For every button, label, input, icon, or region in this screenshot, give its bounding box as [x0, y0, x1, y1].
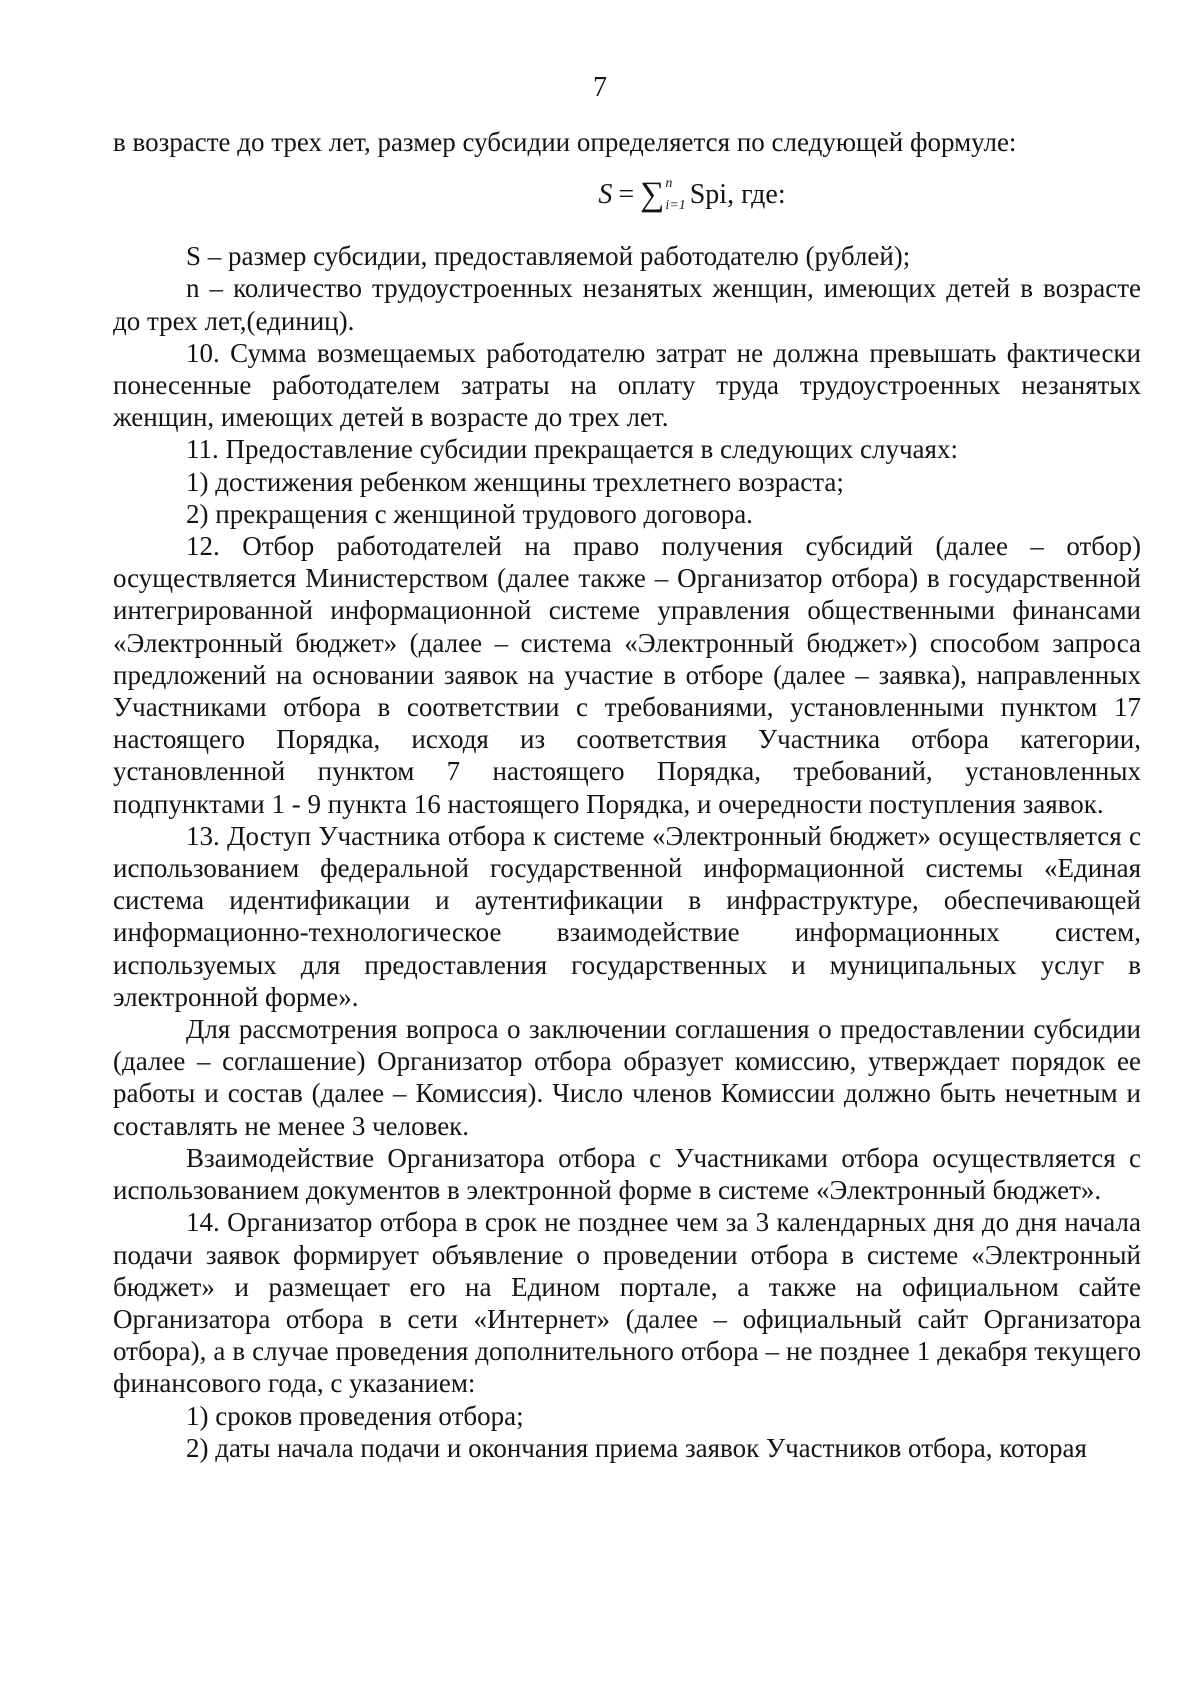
document-body	[113, 126, 1141, 1464]
clause-11-item-2: 2) прекращения с женщиной трудового договора.	[186, 498, 753, 529]
definition-n: n – количество трудоустроенных незанятых женщин, имеющих детей в возрасте до трех лет,(единиц).	[113, 273, 1141, 336]
formula-lhs: S	[598, 179, 613, 211]
clause-13-commission: Для рассмотрения вопроса о заключении соглашения о предоставлении субсидии (далее – соглашение) Организатор отбора образует комиссию, утверждает порядок ее работы и состав (далее – Комиссия). Число членов Комиссии должно быть нечетным и составлять не менее 3 человек.	[113, 1014, 1141, 1141]
clause-14-item-1: 1) сроков проведения отбора;	[186, 1400, 524, 1431]
clause-14-item-2: 2) даты начала подачи и окончания приема заявок Участников отбора, которая	[186, 1432, 1087, 1463]
sigma-symbol: ∑	[640, 176, 665, 214]
formula-suffix: , где:	[727, 179, 786, 211]
definition-s: S – размер субсидии, предоставляемой работодателю (рублей);	[186, 241, 911, 272]
clause-14: 14. Организатор отбора в срок не позднее чем за 3 календарных дня до дня начала подачи заявок формирует объявление о проведении отбора в системе «Электронный бюджет» и размещает его на Едином портале, а также на официальном сайте Организатора отбора в сети «Интернет» (далее – официальный сайт Организатора отбора), а в случае проведения дополнительного отбора – не позднее 1 декабря текущего финансового года, с указанием:	[113, 1207, 1141, 1399]
clause-13: 13. Доступ Участника отбора к системе «Электронный бюджет» осуществляется с использованием федеральной государственной информационной системы «Единая система идентификации и аутентификации в инфраструктуре, обеспечивающей информационно-технологическое взаимодействие информационных систем, используемых для предоставления государственных и муниципальных услуг в электронной форме».	[113, 820, 1141, 1012]
clause-12: 12. Отбор работодателей на право получения субсидий (далее – отбор) осуществляется Министерством (далее также – Организатор отбора) в государственной интегрированной информационной системе управления общественными финансами «Электронный бюджет» (далее – система «Электронный бюджет») способом запроса предложений на основании заявок на участие в отборе (далее – заявка), направленных Участниками отбора в соответствии с требованиями, установленными пунктом 17 настоящего Порядка, исходя из соответствия Участника отбора категории, установленной пунктом 7 настоящего Порядка, требований, установленных подпунктами 1 - 9 пункта 16 настоящего Порядка, и очередности поступления заявок.	[113, 531, 1141, 819]
formula-expression	[598, 177, 785, 213]
formula-term: Spi	[689, 179, 728, 211]
clause-11-item-1: 1) достижения ребенком женщины трехлетнего возраста;	[186, 466, 844, 497]
summation	[640, 177, 686, 213]
clause-13-interaction: Взаимодействие Организатора отбора с Участниками отбора осуществляется с использованием документов в электронной форме в системе «Электронный бюджет».	[113, 1142, 1141, 1206]
subsidy-formula	[113, 158, 1141, 236]
intro-line: в возрасте до трех лет, размер субсидии определяется по следующей формуле:	[113, 127, 1017, 157]
upper-limit: n	[665, 176, 673, 192]
formula-equals: =	[618, 179, 635, 211]
clause-11: 11. Предоставление субсидии прекращается в следующих случаях:	[186, 434, 958, 465]
summation-limits	[665, 177, 685, 213]
page-number: 7	[593, 72, 607, 103]
clause-10: 10. Сумма возмещаемых работодателю затрат не должна превышать фактически понесенные работодателем затраты на оплату труда трудоустроенных незанятых женщин, имеющих детей в возрасте до трех лет.	[113, 337, 1141, 433]
lower-limit: i=1	[665, 198, 686, 214]
